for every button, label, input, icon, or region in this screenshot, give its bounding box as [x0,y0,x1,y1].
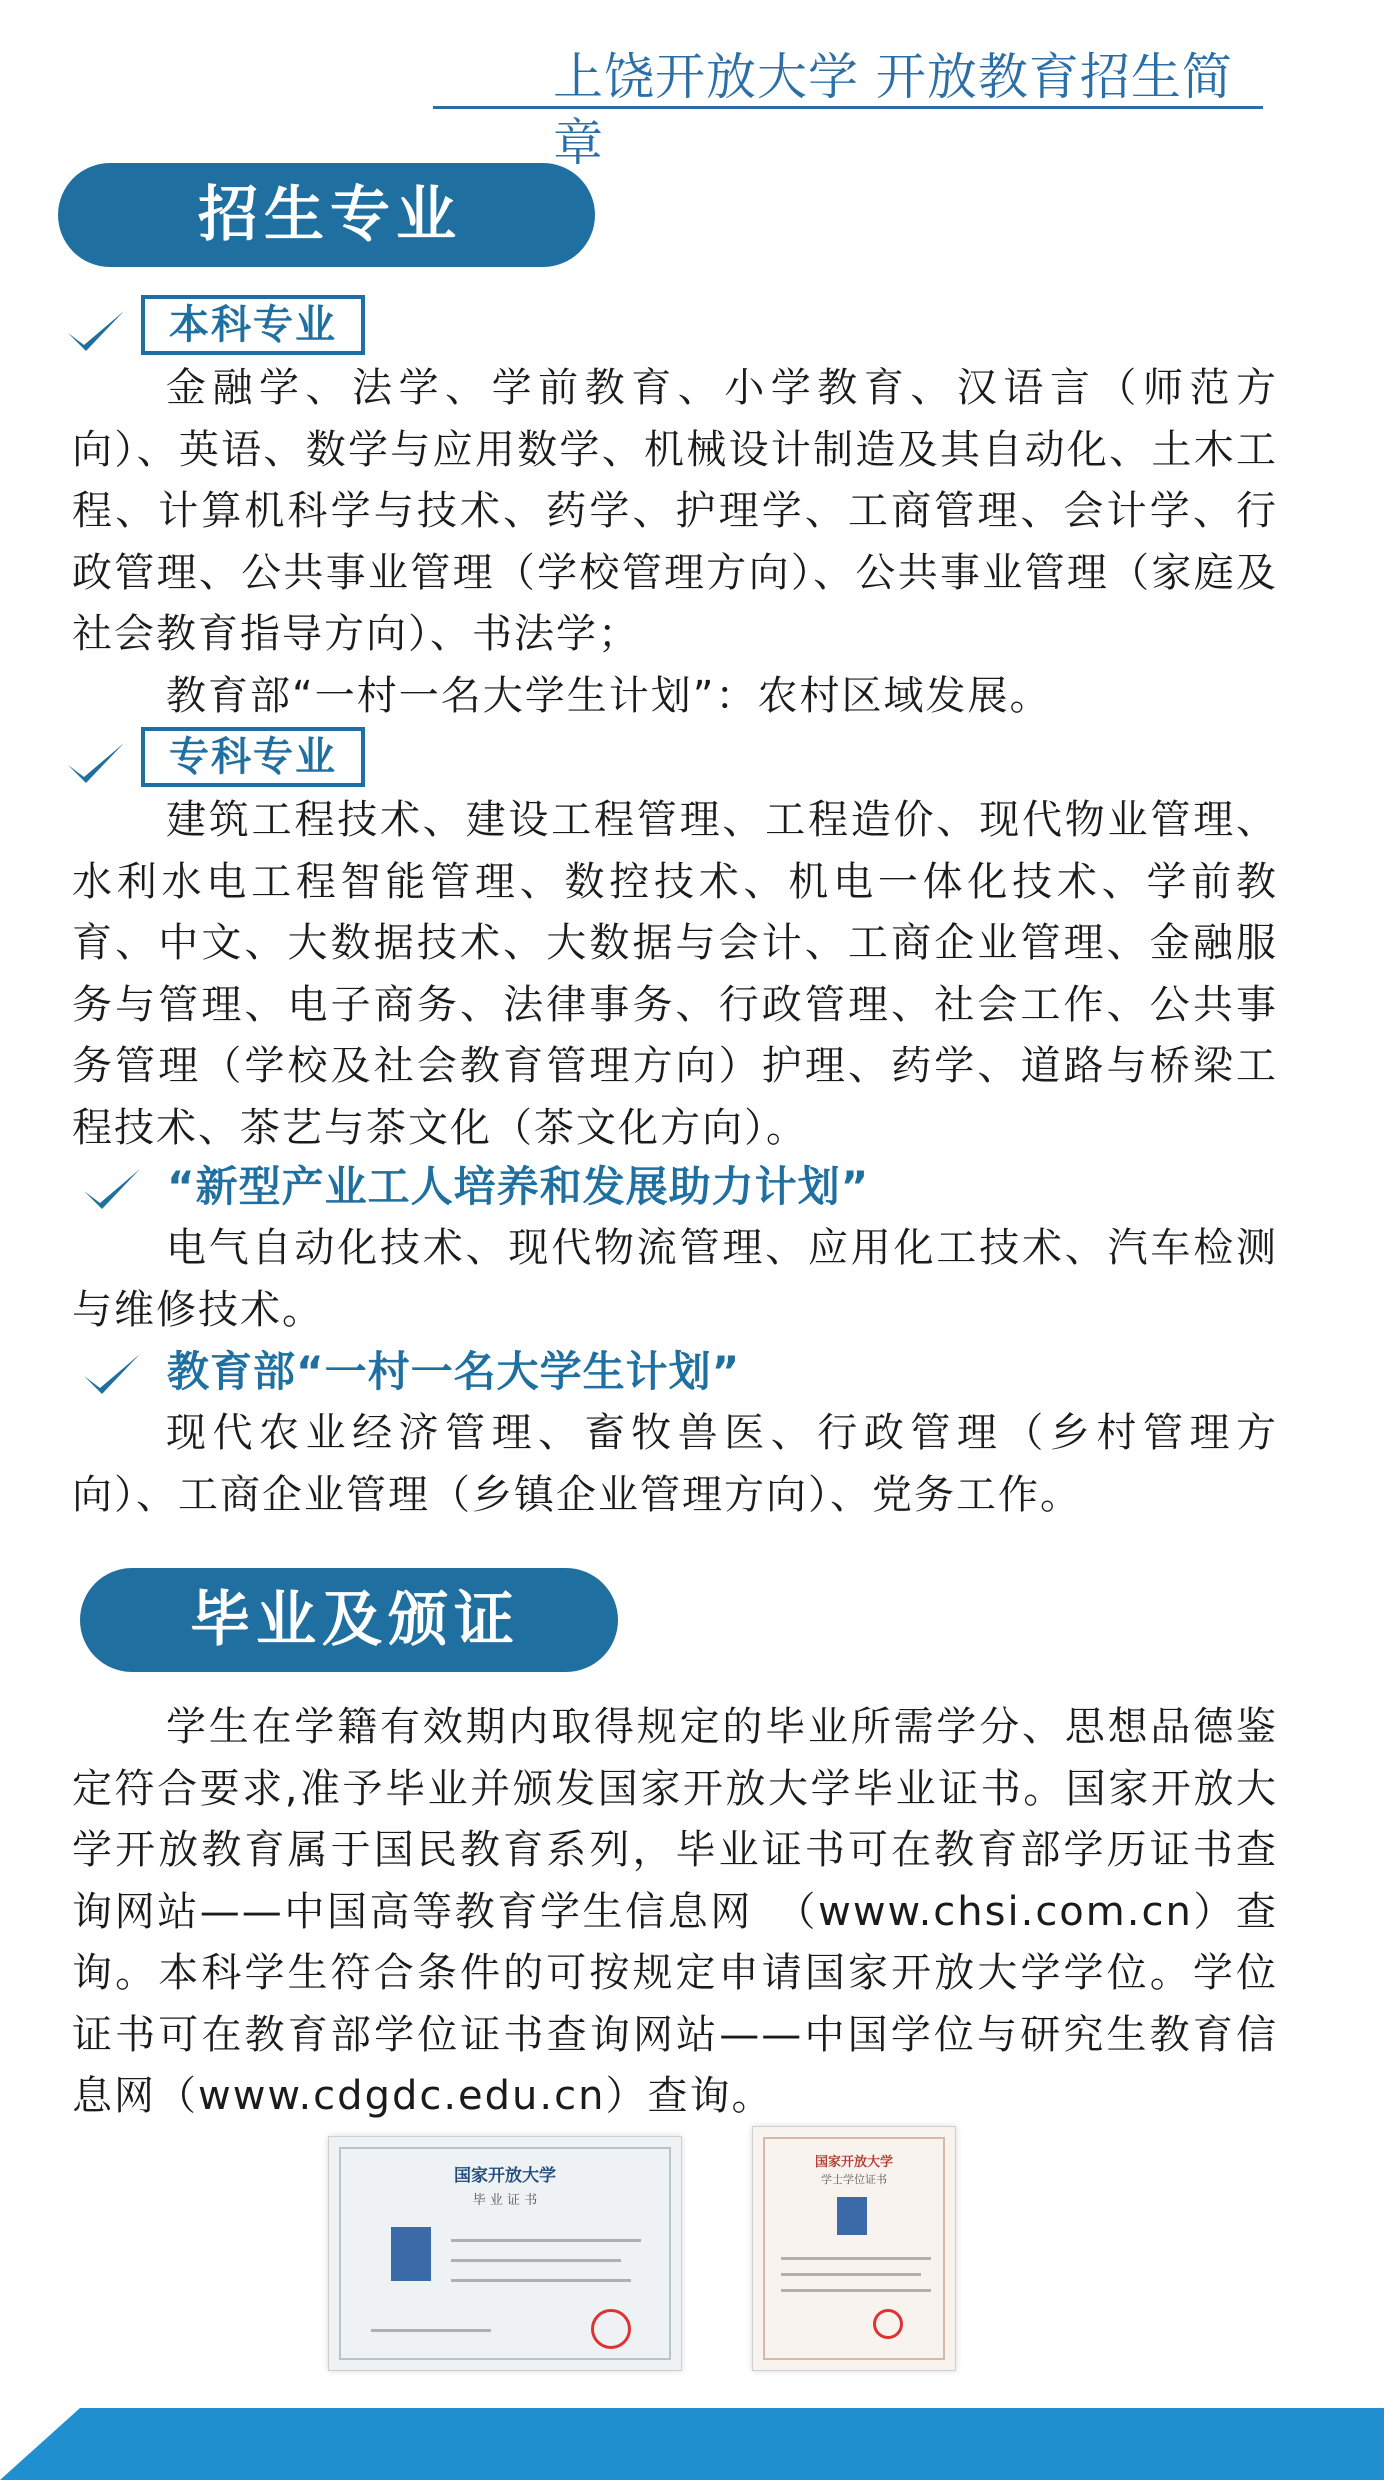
new-worker-plan-text: 电气自动化技术、现代物流管理、应用化工技术、汽车检测与维修技术。 [72,1225,1278,1333]
village-plan-text: 现代农业经济管理、畜牧兽医、行政管理（乡村管理方向）、工商企业管理（乡镇企业管理方向）、党务工作。 [72,1410,1278,1518]
label-village-plan: 教育部“一村一名大学生计划” [167,1347,741,1396]
diploma-head: 国家开放大学 [454,2166,556,2186]
diploma-sub: 毕 业 证 书 [472,2193,538,2208]
official-seal [591,2309,631,2349]
header-underline [433,106,1263,109]
degree-head: 国家开放大学 [814,2155,893,2170]
undergrad-village-plan-text: 教育部“一村一名大学生计划”：农村区域发展。 [166,673,1052,719]
text-line [781,2289,931,2292]
text-line [451,2259,621,2262]
label-college: 专科专业 [141,727,365,787]
text-line [781,2273,921,2276]
degree-photo [837,2197,867,2235]
official-seal [873,2309,903,2339]
checkmark-icon [64,305,128,355]
section-banner-majors: 招生专业 [58,163,595,267]
college-majors-text: 建筑工程技术、建设工程管理、工程造价、现代物业管理、水利水电工程智能管理、数控技术、机电一体化技术、学前教育、中文、大数据技术、大数据与会计、工商企业管理、金融服务与管理、电子商务、法律事务、行政管理、社会工作、公共事务管理（学校及社会教育管理方向）护理、药学、道路与桥梁工程技术、茶艺与茶文化（茶文化方向）。 [72,797,1278,1151]
label-new-worker-plan: “新型产业工人培养和发展助力计划” [167,1162,870,1211]
footer-band [0,2408,1384,2480]
degree-certificate-image [752,2126,956,2371]
label-undergrad: 本科专业 [141,295,365,355]
text-line [781,2257,931,2260]
diploma-certificate-image [328,2136,682,2371]
footer-wedge [0,2408,80,2480]
graduation-text: 学生在学籍有效期内取得规定的毕业所需学分、思想品德鉴定符合要求,准予毕业并颁发国家开放大学毕业证书。国家开放大学开放教育属于国民教育系列，毕业证书可在教育部学历证书查询网站——中国高等教育学生信息网 （www.chsi.com.cn）查询。本科学生符合条件的可按规定申请国家开放大学学位。学位证书可在教育部学位证书查询网站——中国学位与研究生教育信息网（www.cdgdc.edu.cn）查询。 [72,1704,1278,2119]
diploma-photo [391,2227,431,2281]
undergrad-majors-text: 金融学、法学、学前教育、小学教育、汉语言（师范方向）、英语、数学与应用数学、机械设计制造及其自动化、土木工程、计算机科学与技术、药学、护理学、工商管理、会计学、行政管理、公共事业管理（学校管理方向）、公共事业管理（家庭及社会教育指导方向）、书法学； [72,365,1278,657]
text-line [451,2239,641,2242]
checkmark-icon [80,1163,144,1213]
page-header-title: 上饶开放大学 开放教育招生简章 [553,48,1233,172]
section-banner-graduation: 毕业及颁证 [80,1568,618,1672]
checkmark-icon [80,1348,144,1398]
text-line [451,2279,631,2282]
degree-sub: 学士学位证书 [821,2173,887,2186]
text-line [371,2329,491,2332]
checkmark-icon [64,737,128,787]
